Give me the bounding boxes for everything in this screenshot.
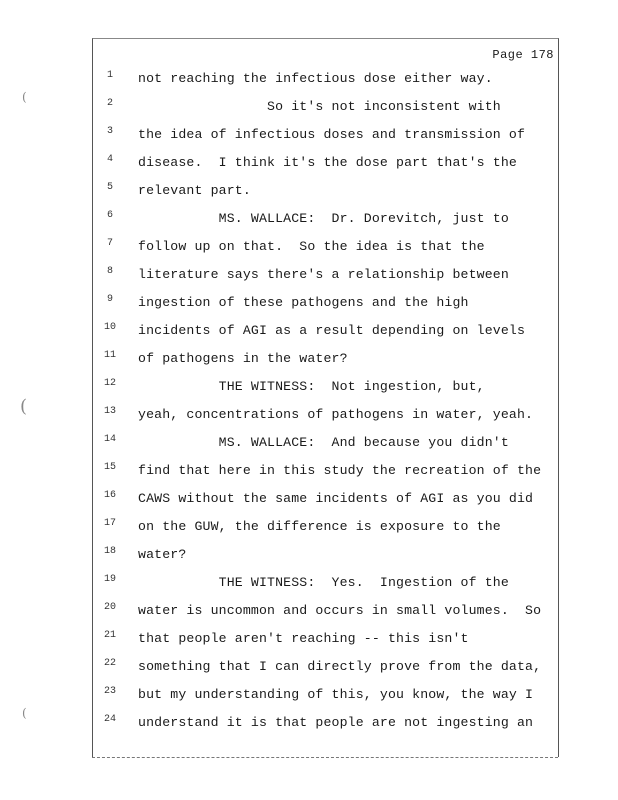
page-bottom-rule [92, 757, 558, 758]
line-number: 2 [106, 98, 113, 109]
line-number: 6 [106, 210, 113, 221]
transcript-line [92, 516, 558, 544]
transcript-line [92, 96, 558, 124]
transcript-line [92, 236, 558, 264]
left-margin-mark: ( [22, 706, 27, 720]
line-text: So it's not inconsistent with [138, 99, 501, 114]
left-margin-mark: ( [22, 90, 27, 104]
transcript-line [92, 600, 558, 628]
line-number: 15 [103, 462, 116, 473]
transcript-line [92, 684, 558, 712]
line-number: 14 [103, 434, 116, 445]
transcript-line [92, 656, 558, 684]
transcript-line [92, 376, 558, 404]
line-number: 22 [103, 658, 116, 669]
line-number: 17 [103, 518, 116, 529]
line-text: disease. I think it's the dose part that's the [138, 155, 517, 170]
transcript-line [92, 488, 558, 516]
transcript-line [92, 124, 558, 152]
line-text: not reaching the infectious dose either way. [138, 71, 493, 86]
line-text: the idea of infectious doses and transmission of [138, 127, 526, 142]
line-text: MS. WALLACE: Dr. Dorevitch, just to [138, 211, 509, 226]
transcript-line [92, 348, 558, 376]
line-number: 1 [106, 70, 113, 81]
line-text: understand it is that people are not ingesting an [138, 715, 534, 730]
line-text: yeah, concentrations of pathogens in water, yeah. [138, 407, 534, 422]
line-text: CAWS without the same incidents of AGI as you did [138, 491, 534, 506]
transcript-line [92, 320, 558, 348]
transcript-line [92, 460, 558, 488]
line-number: 21 [103, 630, 116, 641]
transcript-line [92, 628, 558, 656]
transcript-line [92, 712, 558, 740]
transcript-line [92, 572, 558, 600]
line-text: find that here in this study the recreation of the [138, 463, 542, 478]
line-text: relevant part. [138, 183, 251, 198]
transcript-line [92, 152, 558, 180]
line-text: literature says there's a relationship between [138, 267, 509, 282]
line-text: that people aren't reaching -- this isn't [138, 631, 469, 646]
line-number: 18 [103, 546, 116, 557]
line-text: something that I can directly prove from the data, [138, 659, 542, 674]
line-text: follow up on that. So the idea is that the [138, 239, 485, 254]
line-number: 23 [103, 686, 116, 697]
line-text: THE WITNESS: Not ingestion, but, [138, 379, 485, 394]
line-text: THE WITNESS: Yes. Ingestion of the [138, 575, 509, 590]
transcript-line [92, 292, 558, 320]
line-number: 19 [103, 574, 116, 585]
line-number: 7 [106, 238, 113, 249]
line-text: but my understanding of this, you know, the way I [138, 687, 534, 702]
page-number-header: Page 178 [492, 48, 554, 62]
transcript-line [92, 264, 558, 292]
line-number: 3 [106, 126, 113, 137]
line-number: 11 [103, 350, 116, 361]
line-number: 5 [106, 182, 113, 193]
line-number: 9 [106, 294, 113, 305]
transcript-line [92, 432, 558, 460]
line-number: 12 [103, 378, 116, 389]
transcript-line [92, 404, 558, 432]
line-number: 24 [103, 714, 116, 725]
transcript-lines [92, 68, 558, 740]
line-text: water? [138, 547, 187, 562]
transcript-line [92, 68, 558, 96]
transcript-line [92, 208, 558, 236]
line-text: of pathogens in the water? [138, 351, 348, 366]
line-number: 10 [103, 322, 116, 333]
line-text: ingestion of these pathogens and the high [138, 295, 469, 310]
line-text: water is uncommon and occurs in small volumes. So [138, 603, 542, 618]
line-text: incidents of AGI as a result depending on levels [138, 323, 526, 338]
line-number: 16 [103, 490, 116, 501]
line-number: 13 [103, 406, 116, 417]
left-margin-mark: ( [20, 396, 28, 417]
transcript-line [92, 180, 558, 208]
transcript-line [92, 544, 558, 572]
line-number: 20 [103, 602, 116, 613]
line-number: 8 [106, 266, 113, 277]
line-text: on the GUW, the difference is exposure to the [138, 519, 501, 534]
line-text: MS. WALLACE: And because you didn't [138, 435, 509, 450]
line-number: 4 [106, 154, 113, 165]
